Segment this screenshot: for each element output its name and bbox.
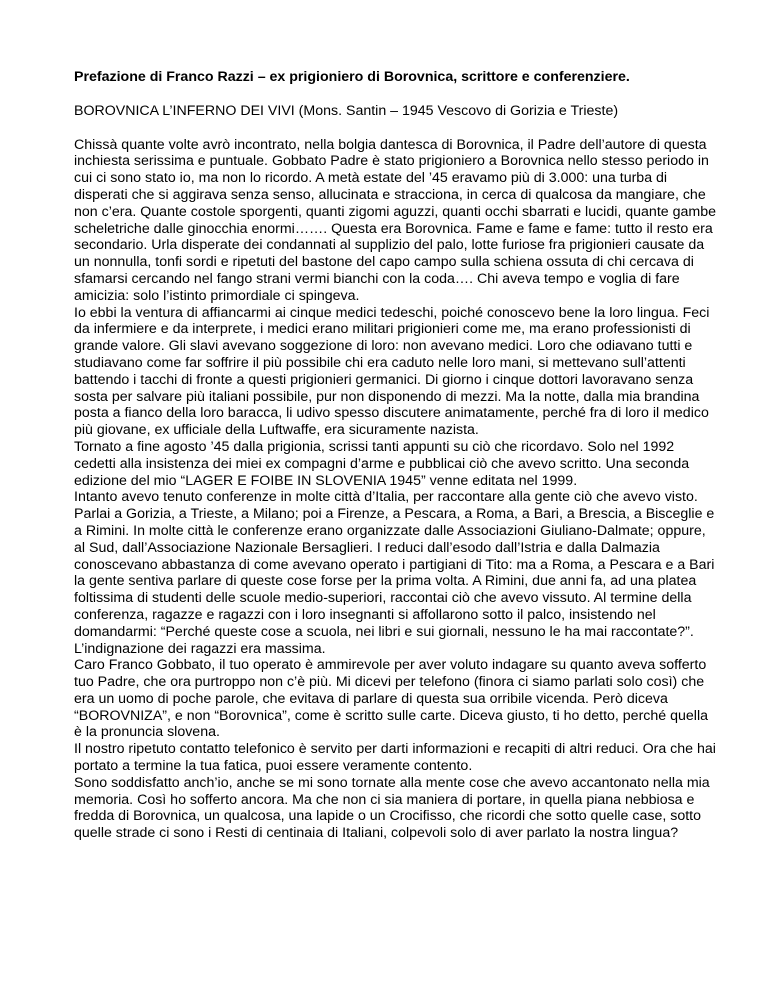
document-title: Prefazione di Franco Razzi – ex prigioniero di Borovnica, scrittore e conferenziere. [74, 69, 630, 85]
document-body [74, 137, 716, 842]
document-subtitle: BOROVNICA L’INFERNO DEI VIVI (Mons. Santin – 1945 Vescovo di Gorizia e Trieste) [74, 102, 619, 119]
paragraph: Chissà quante volte avrò incontrato, nella bolgia dantesca di Borovnica, il Padre dell’autore di questa inchiesta serissima e puntuale. Gobbato Padre è stato prigioniero a Borovnica nello stesso periodo in cui ci sono stato io, ma non lo ricordo. A metà estate del ’45 eravamo più di 3.000: una turba di disperati che si aggirava senza senso, allucinata e stracciona, in cerca di qualcosa da mangiare, che non c’era. Quante costole sporgenti, quanti zigomi aguzzi, quanti occhi sbarrati e lucidi, quante gambe scheletriche dalle ginocchia enormi……. Questa era Borovnica. Fame e fame e fame: tutto il resto era secondario. Urla disperate dei condannati al supplizio del palo, lotte furiose fra prigionieri causate da un nonnulla, tonfi sordi e ripetuti del bastone del capo campo sulla schiena ossuta di chi cercava di sfamarsi cercando nel fango strani vermi bianchi con la coda…. Chi aveva tempo e voglia di fare amicizia: solo l’istinto primordiale ci spingeva. [74, 136, 716, 304]
paragraph: Sono soddisfatto anch’io, anche se mi sono tornate alla mente cose che avevo accantonato nella mia memoria. Così ho sofferto ancora. Ma che non ci sia maniera di portare, in quella piana nebbiosa e fredda di Borovnica, un qualcosa, una lapide o un Crocifisso, che ricordi che sotto quelle case, sotto quelle strade ci sono i Resti di centinaia di Italiani, colpevoli solo di aver parlato la nostra lingua? [74, 774, 710, 842]
paragraph: Tornato a fine agosto ’45 dalla prigionia, scrissi tanti appunti su ciò che ricordavo. Solo nel 1992 cedetti alla insistenza dei miei ex compagni d’arme e pubblicai ciò che avevo scritto. Una seconda edizione del mio “LAGER E FOIBE IN SLOVENIA 1945” venne editata nel 1999. [74, 438, 690, 489]
document-page [74, 69, 716, 842]
paragraph: Caro Franco Gobbato, il tuo operato è ammirevole per aver voluto indagare su quanto aveva sofferto tuo Padre, che ora purtroppo non c’è più. Mi dicevi per telefono (finora ci siamo parlati solo così) che era un uomo di poche parole, che evitava di parlare di questa sua orribile vicenda. Però diceva “BOROVNIZA”, e non “Borovnica”, come è scritto sulle carte. Diceva giusto, ti ho detto, perché quella è la pronuncia slovena. [74, 657, 708, 741]
paragraph: Intanto avevo tenuto conferenze in molte città d’Italia, per raccontare alla gente ciò che avevo visto. Parlai a Gorizia, a Trieste, a Milano; poi a Firenze, a Pescara, a Roma, a Bari, a Brescia, a Bisceglie e a Rimini. In molte città le conferenze erano organizzate dalle Associazioni Giuliano-Dalmate; oppure, al Sud, dall’Associazione Nazionale Bersaglieri. I reduci dall’esodo dall’Istria e dalla Dalmazia conoscevano abbastanza di come avevano operato i partigiani di Tito: ma a Roma, a Pescara e a Bari la gente sentiva parlare di queste cose forse per la prima volta. A Rimini, due anni fa, ad una platea foltissima di studenti delle scuole medio-superiori, raccontai ciò che avevo vissuto. Al termine della conferenza, ragazze e ragazzi con i loro insegnanti si affollarono sotto il palco, insistendo nel domandarmi: “Perché queste cose a scuola, nei libri e sui giornali, nessuno le ha mai raccontate?”. L’indignazione dei ragazzi era massima. [74, 489, 715, 657]
paragraph: Il nostro ripetuto contatto telefonico è servito per darti informazioni e recapiti di altri reduci. Ora che hai portato a termine la tua fatica, puoi essere veramente contento. [74, 741, 716, 775]
paragraph: Io ebbi la ventura di affiancarmi ai cinque medici tedeschi, poiché conoscevo bene la loro lingua. Feci da infermiere e da interprete, i medici erano militari prigionieri come me, ma erano professionisti di grande valore. Gli slavi avevano soggezione di loro: non avevano medici. Loro che odiavano tutti e studiavano come far soffrire il più possibile chi era caduto nelle loro mani, si mettevano sull’attenti battendo i tacchi di fronte a questi prigionieri germanici. Di giorno i cinque dottori lavoravano senza sosta per salvare più italiani possibile, pur non disponendo di mezzi. Ma la notte, dalla mia brandina posta a fianco della loro baracca, li udivo spesso discutere animatamente, perché fra di loro il medico più giovane, ex ufficiale della Luftwaffe, era sicuramente nazista. [74, 304, 710, 439]
